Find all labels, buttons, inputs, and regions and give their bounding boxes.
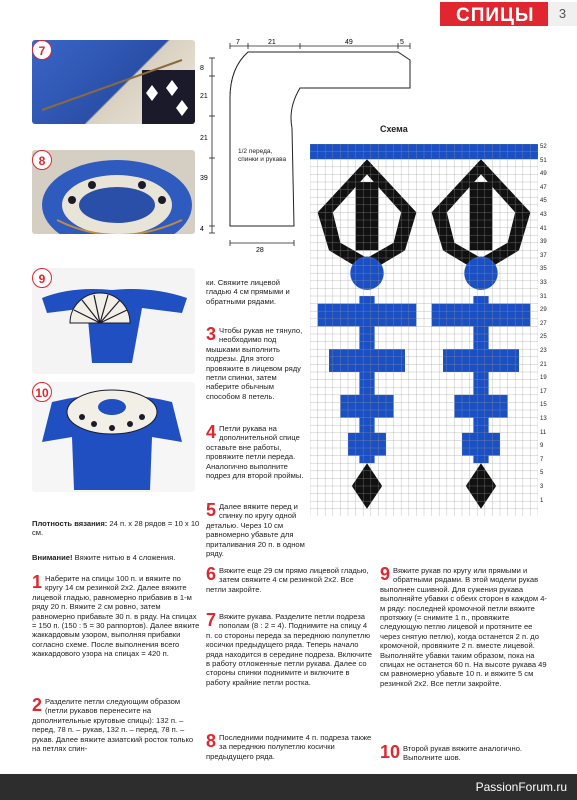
row-number: 13 (540, 416, 547, 422)
row-number: 9 (540, 443, 544, 450)
step-4 (206, 424, 306, 480)
photo-7-badge: 7 (32, 40, 52, 60)
step-number-1: 1 (32, 572, 43, 592)
step-number-8: 8 (206, 731, 217, 751)
row-number: 47 (540, 184, 547, 191)
step-6-text: Вяжите еще 29 см прямо лицевой гладью, затем свяжите 4 см резинкой 2х2. Все петли закройте. (206, 566, 369, 594)
row-number: 11 (540, 429, 547, 436)
step-number-3: 3 (206, 324, 217, 344)
photo-8-badge: 8 (32, 150, 52, 170)
step-1-text: Наберите на спицы 100 п. и вяжите по кругу 14 см резинкой 2х2. Далее вяжите лицевой гладью, равномерно прибавив в 1-м ряду 20 п. Вяжите 2 см ровно, затем равномерно прибавьте 30 п. в ряду. На спицах = 150 п. (150 : 5 = 30 раппортов). Далее вяжите жаккардовым узором, выполняя прибавки согласно схеме. После выполнения всего жаккардового узора на спицах = 420 п. (32, 574, 200, 659)
step-2-text: Разделите петли следующим образом (петли рукавов перенесите на дополнительные круговые спицы): 132 п. – перед, 78 п. – рукав, 132 п. – перед, 78 п. – рукав. Далее вяжите азиатский росток только на петлях спин- (32, 697, 194, 754)
footer-site: PassionForum.ru (475, 780, 567, 794)
photo-7-image (32, 40, 195, 124)
step-number-9: 9 (380, 564, 391, 584)
row-number: 15 (540, 402, 547, 409)
schema-title: Схема (380, 124, 408, 134)
step-2-continued: ки. Свяжите лицевой гладью 4 см прямыми и обратными рядами. (206, 278, 290, 306)
step-9-text: Вяжите рукав по кругу или прямыми и обратными рядами. В этой модели рукав выполнен сшивной. Для сужения рукава выполняйте убавки с обеих сторон в каждом 4-м ряду: последней кромочной петли вяжите протяжку (= снимите 1 п., провяжите следующую петлю лицевой и протяните ее через снятую петлю), когда останется 2 п. до кромочной, провяжите 2 п. вместе лицевой. Выполняйте убавки таким образом, пока на спицах не останется 60 п. На высоте рукава 49 см равномерно убавьте 10 п. и вяжите 5 см резинкой 2х2. Все петли закройте. (380, 566, 547, 688)
section-header (440, 0, 577, 26)
row-number: 23 (540, 348, 547, 354)
row-number: 31 (540, 293, 547, 300)
dim-left-4: 39 (200, 175, 208, 182)
density-line (32, 519, 202, 538)
step-8-text: Последними поднимите 4 п. подреза также за переднюю полупетлю косички предыдущего ряда. (206, 733, 372, 761)
step-9 (380, 566, 548, 688)
step-10 (380, 744, 548, 763)
dim-left-2: 21 (200, 93, 208, 100)
row-number: 43 (540, 212, 547, 218)
photo-step-9 (32, 268, 195, 374)
step-7 (206, 612, 374, 687)
photo-9-image (32, 268, 195, 374)
step-number-2: 2 (32, 695, 43, 715)
motif-core (470, 182, 493, 250)
dim-top-1: 7 (236, 39, 240, 46)
row-number: 35 (540, 266, 547, 273)
attention-text: Вяжите нитью в 4 сложения. (72, 553, 176, 562)
row-number: 17 (540, 388, 547, 395)
step-4-text: Петли рукава на дополнительной спице оставьте вне работы, провяжите петли переда. Аналогично выполните подрез для второй проймы. (206, 424, 304, 481)
dim-top-4: 5 (400, 39, 404, 46)
footer (0, 774, 577, 800)
pattern-note: 1/2 переда, спинки и рукава (238, 148, 287, 163)
section-title: СПИЦЫ (456, 5, 535, 26)
step-10-text: Второй рукав вяжите аналогично. Выполните шов. (403, 744, 523, 763)
jacquard-chart (310, 144, 538, 516)
dim-left-1: 8 (200, 65, 204, 72)
photo-10-image (32, 382, 195, 492)
step-number-6: 6 (206, 564, 217, 584)
step-2 (32, 697, 200, 753)
row-number: 49 (540, 171, 547, 178)
step-5-text: Далее вяжите перед и спинку по кругу одной деталью. Через 10 см равномерно убавьте для приталивания 20 п. в одном ряду. (206, 502, 305, 559)
step-5 (206, 502, 306, 558)
row-number: 29 (540, 307, 547, 314)
row-number: 37 (540, 252, 547, 259)
row-number: 27 (540, 320, 547, 327)
dim-bottom: 28 (256, 247, 264, 253)
step-number-10: 10 (380, 742, 401, 762)
density-label: Плотность вязания: (32, 519, 108, 528)
photo-9-badge: 9 (32, 268, 52, 288)
photo-step-10 (32, 382, 195, 492)
photo-step-8 (32, 150, 195, 234)
attention-label: Внимание! (32, 553, 73, 562)
dim-top-3: 49 (345, 39, 353, 46)
photo-10-badge: 10 (32, 382, 52, 402)
row-number: 5 (540, 470, 544, 477)
row-number: 33 (540, 280, 547, 286)
dim-top-2: 21 (268, 39, 276, 46)
density-text: 24 п. х 28 рядов = 10 х 10 см. (32, 519, 200, 538)
section-tab (440, 2, 548, 26)
dim-left-5: 4 (200, 226, 204, 233)
step-8 (206, 733, 374, 761)
step-3-text: Чтобы рукав не тянуло, необходимо под мышками выполнить подрезы. Для этого провяжите в лицевом ряду петли спинки, затем наберите обычным способом 8 петель. (206, 326, 303, 401)
step-number-4: 4 (206, 422, 217, 442)
motif-core (356, 182, 379, 250)
row-number: 1 (540, 497, 544, 504)
step-number-7: 7 (206, 610, 217, 630)
step-6 (206, 566, 374, 594)
footer-bar (0, 774, 577, 800)
attention-line (32, 553, 202, 562)
photo-8-image (32, 150, 195, 234)
row-number: 25 (540, 334, 547, 341)
row-number: 45 (540, 198, 547, 205)
step-1 (32, 574, 200, 659)
row-number: 51 (540, 157, 547, 164)
row-number: 3 (540, 484, 544, 490)
row-number: 21 (540, 361, 547, 368)
row-number: 39 (540, 239, 547, 246)
step-7-text: Вяжите рукава. Разделите петли подреза пополам (8 : 2 = 4). Поднимите на спицу 4 п. со стороны переда за переднюю полупетлю косички предыдущего ряда. Теперь начало ряда находится в середине подреза. Включите в работу отложенные петли рукава. Далее со стороны спинки поднимите и включите в работу крайние петли ростка. (206, 612, 372, 687)
step-3 (206, 326, 306, 401)
step-number-5: 5 (206, 500, 217, 520)
page-number: 3 (548, 2, 577, 26)
row-number: 52 (540, 144, 547, 150)
row-number: 7 (540, 456, 544, 463)
dim-left-3: 21 (200, 135, 208, 142)
row-number: 41 (540, 225, 547, 232)
photo-step-7 (32, 40, 195, 124)
row-number: 19 (540, 375, 547, 382)
